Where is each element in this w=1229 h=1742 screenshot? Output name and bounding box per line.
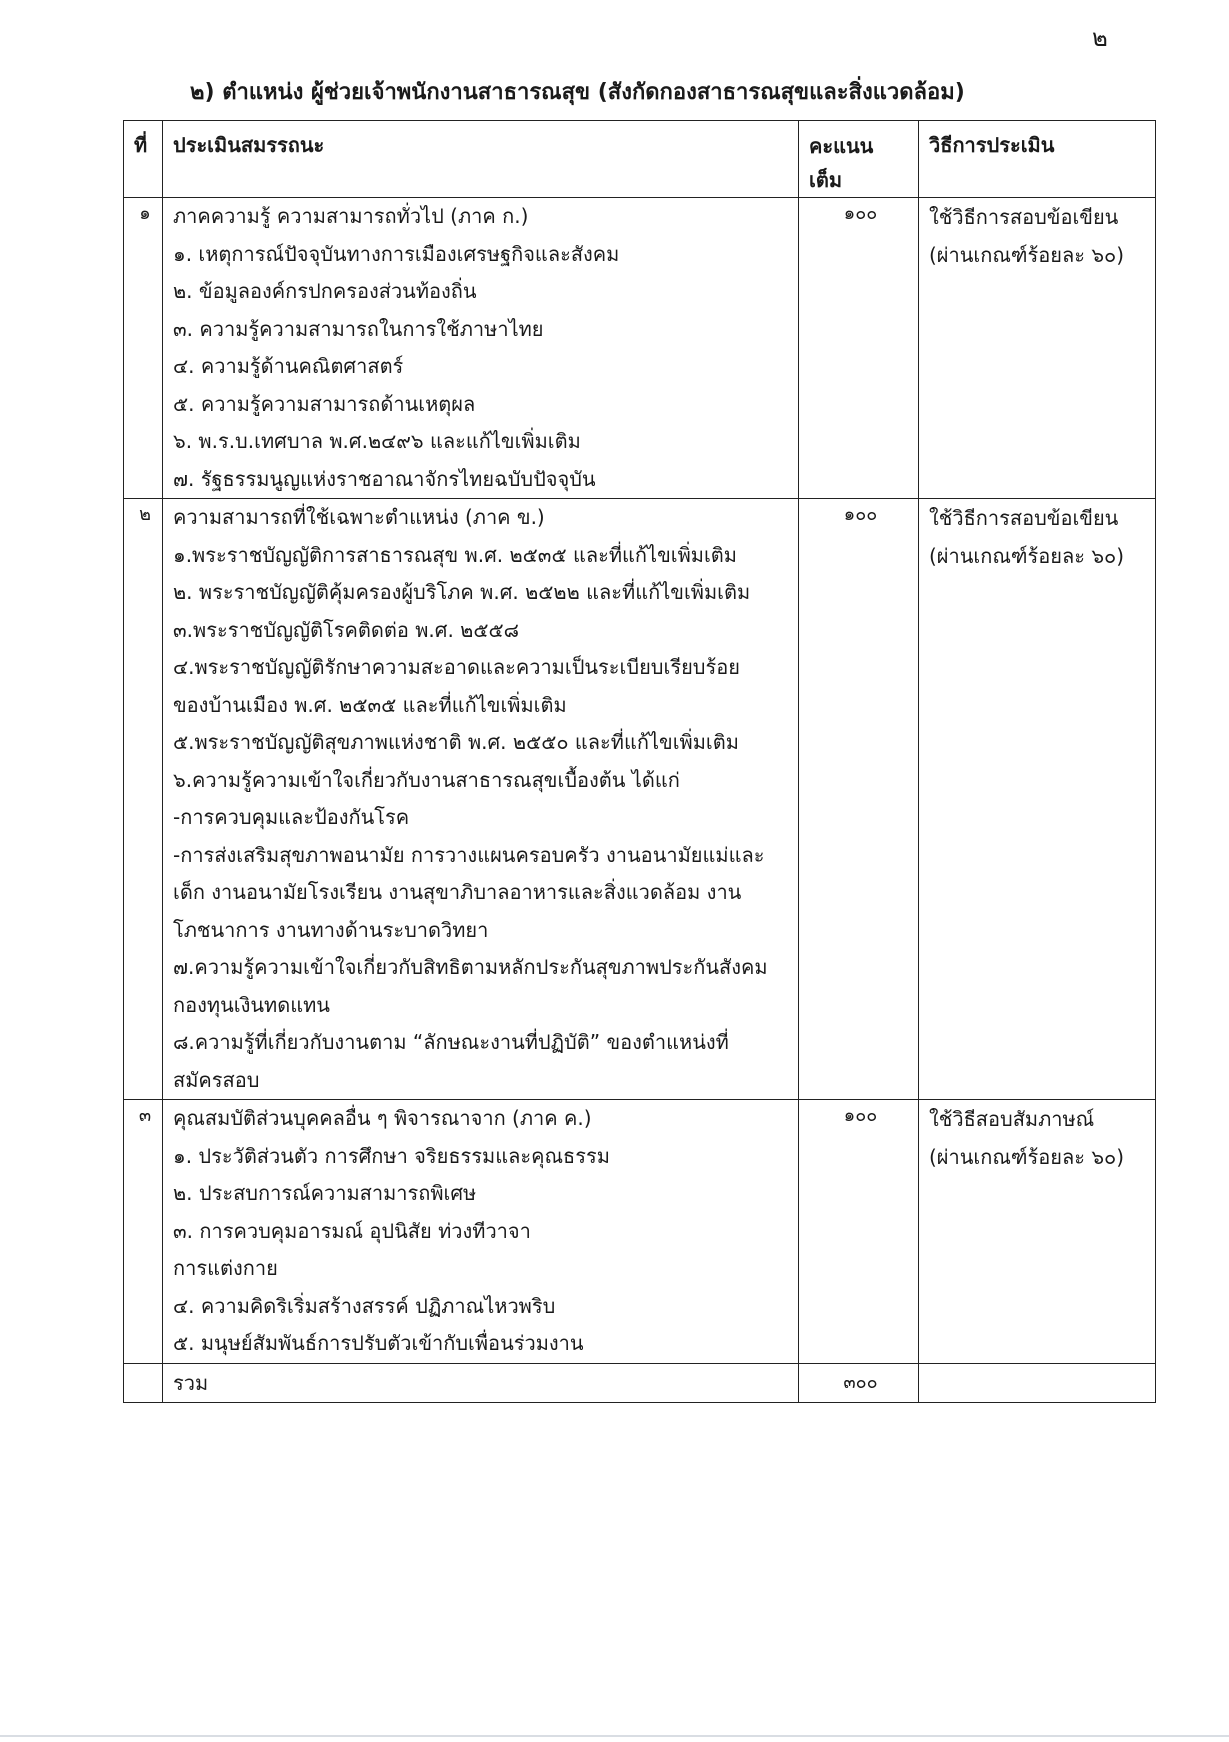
competency-line: ๒. พระราชบัญญัติคุ้มครองผู้บริโภค พ.ศ. ๒๕๒๒ และที่แก้ไขเพิ่มเติม [173,580,751,604]
method-line: ใช้วิธีสอบสัมภาษณ์ [929,1107,1095,1131]
competency-line: -การควบคุมและป้องกันโรค [173,805,410,829]
competency-line: คุณสมบัติส่วนบุคคลอื่น ๆ พิจารณาจาก (ภาค ค.) [173,1106,592,1130]
competency-line: ของบ้านเมือง พ.ศ. ๒๕๓๕ และที่แก้ไขเพิ่มเติม [173,692,567,717]
competency-line: ๓. การควบคุมอารมณ์ อุปนิสัย ท่วงทีวาจา [173,1218,531,1243]
header-competency: ประเมินสมรรถนะ [163,121,799,198]
row-number: ๒ [124,499,163,1100]
competency-line: การแต่งกาย [173,1256,278,1280]
scan-edge-divider [0,1735,1229,1737]
row-number: ๑ [124,198,163,499]
method-criteria: (ผ่านเกณฑ์ร้อยละ ๖๐) [929,544,1125,568]
competency-line: ๑. ประวัติส่วนตัว การศึกษา จริยธรรมและคุณธรรม [173,1143,610,1168]
total-row [124,1363,1156,1402]
method-line: ใช้วิธีการสอบข้อเขียน [929,506,1119,530]
table-row [124,1100,1156,1364]
competency-line: ๕. มนุษย์สัมพันธ์การปรับตัวเข้ากับเพื่อนร่วมงาน [173,1331,584,1355]
competency-line: ๑.พระราชบัญญัติการสาธารณสุข พ.ศ. ๒๕๓๕ และที่แก้ไขเพิ่มเติม [173,542,737,567]
document-title: ๒) ตำแหน่ง ผู้ช่วยเจ้าพนักงานสาธารณสุข (สังกัดกองสาธารณสุขและสิ่งแวดล้อม) [190,80,965,105]
competency-line: ๕. ความรู้ความสามารถด้านเหตุผล [173,391,476,416]
full-score-cell: ๑๐๐ [799,198,919,499]
header-method: วิธีการประเมิน [919,121,1156,198]
competency-line: ๖.ความรู้ความเข้าใจเกี่ยวกับงานสาธารณสุขเบื้องต้น ได้แก่ [173,767,680,792]
competency-line: ๗.ความรู้ความเข้าใจเกี่ยวกับสิทธิตามหลักประกันสุขภาพประกันสังคม [173,955,768,979]
competency-line: ความสามารถที่ใช้เฉพาะตำแหน่ง (ภาค ข.) [173,505,545,529]
header-full-score-line1: คะแนน [809,134,874,158]
competency-line: ๑. เหตุการณ์ปัจจุบันทางการเมืองเศรษฐกิจและสังคม [173,241,620,266]
competency-line: ๗. รัฐธรรมนูญแห่งราชอาณาจักรไทยฉบับปัจจุบัน [173,466,596,491]
header-full-score-line2: เต็ม [809,168,843,192]
competency-line: ๓.พระราชบัญญัติโรคติดต่อ พ.ศ. ๒๕๕๘ [173,617,520,642]
method-line: ใช้วิธีการสอบข้อเขียน [929,205,1119,229]
competency-line: ๒. ข้อมูลองค์กรปกครองส่วนท้องถิ่น [173,279,477,303]
competency-line: ๖. พ.ร.บ.เทศบาล พ.ศ.๒๔๙๖ และแก้ไขเพิ่มเติม [173,429,581,453]
competency-line: ๕.พระราชบัญญัติสุขภาพแห่งชาติ พ.ศ. ๒๕๕๐ และที่แก้ไขเพิ่มเติม [173,730,739,754]
table-row [124,198,1156,499]
header-full-score [799,121,919,198]
competency-line: ๒. ประสบการณ์ความสามารถพิเศษ [173,1181,477,1205]
total-method-cell [919,1363,1156,1402]
competency-line: ๔. ความคิดริเริ่มสร้างสรรค์ ปฏิภาณไหวพริบ [173,1293,556,1318]
competency-line: โภชนาการ งานทางด้านระบาดวิทยา [173,917,489,942]
total-label: รวม [163,1363,799,1402]
competency-line: ๔. ความรู้ด้านคณิตศาสตร์ [173,354,404,378]
competency-cell [163,1100,799,1364]
total-score: ๓๐๐ [799,1363,919,1402]
competency-cell [163,198,799,499]
header-no: ที่ [124,121,163,198]
method-cell [919,198,1156,499]
competency-line: ๓. ความรู้ความสามารถในการใช้ภาษาไทย [173,316,544,341]
competency-line: กองทุนเงินทดแทน [173,992,330,1017]
evaluation-table [123,120,1156,1403]
page-number: ๒ [1092,24,1108,52]
method-cell [919,499,1156,1100]
row-number: ๓ [124,1100,163,1364]
competency-line: ภาคความรู้ ความสามารถทั่วไป (ภาค ก.) [173,204,529,228]
competency-line: -การส่งเสริมสุขภาพอนามัย การวางแผนครอบครัว งานอนามัยแม่และ [173,842,765,867]
competency-cell [163,499,799,1100]
competency-line: ๔.พระราชบัญญัติรักษาความสะอาดและความเป็นระเบียบเรียบร้อย [173,655,740,679]
table-row [124,499,1156,1100]
full-score-cell: ๑๐๐ [799,499,919,1100]
table-header-row [124,121,1156,198]
total-number-cell [124,1363,163,1402]
method-criteria: (ผ่านเกณฑ์ร้อยละ ๖๐) [929,1145,1125,1169]
method-criteria: (ผ่านเกณฑ์ร้อยละ ๖๐) [929,243,1125,267]
method-cell [919,1100,1156,1364]
competency-line: เด็ก งานอนามัยโรงเรียน งานสุขาภิบาลอาหารและสิ่งแวดล้อม งาน [173,880,742,904]
full-score-cell: ๑๐๐ [799,1100,919,1364]
competency-line: สมัครสอบ [173,1067,260,1092]
competency-line: ๘.ความรู้ที่เกี่ยวกับงานตาม “ลักษณะงานที่ปฏิบัติ” ของตำแหน่งที่ [173,1030,729,1054]
